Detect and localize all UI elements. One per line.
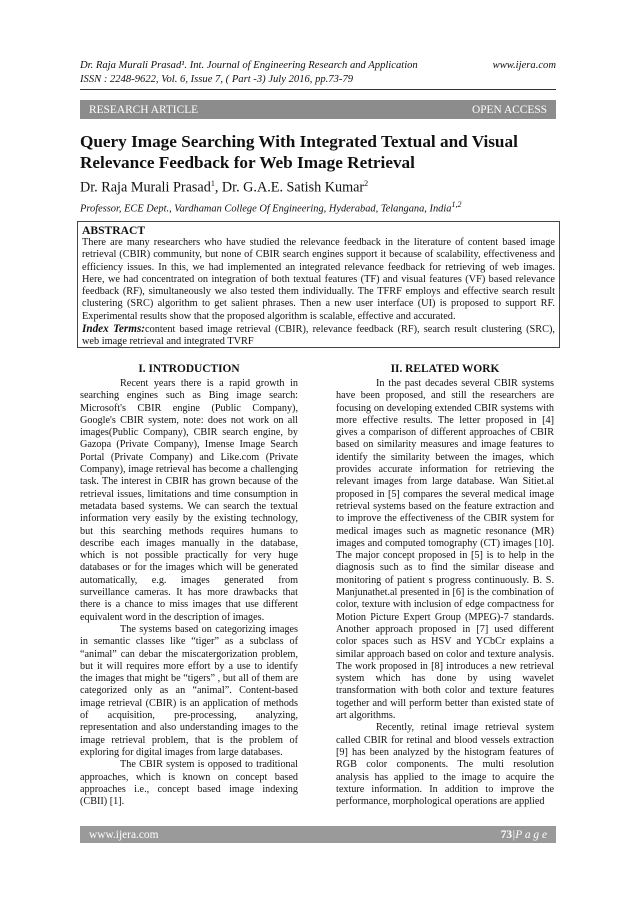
footer-website-link[interactable]: www.ijera.com xyxy=(89,828,159,841)
journal-citation-header xyxy=(80,60,556,71)
abstract-text: There are many researchers who have studied the relevance feedback in the literature of content based image retrieval (CBIR) community, but none of CBIR search engines support it because of scalability, effectiveness and efficiency issues. In this, we had implemented an integrated relevance feedback for retrieving of web images. Here, we had concentrated on integration of both textual features (TF) and visual features (VF) based relevance feedback (RF), simultaneously we also tested them individually. The TFRF employs and effective search result clustering (SRC) algorithm to get salient phrases. Then a new user interface (UI) is proposed to support RF. Experimental results show that the proposed algorithm is scalable, effective and accurated. xyxy=(82,237,555,322)
article-type-banner xyxy=(80,100,556,119)
header-divider xyxy=(80,89,556,90)
related-paragraph-1: In the past decades several CBIR systems have been proposed, and still the researchers are focusing on developing extended CBIR systems with more effective results. The letter proposed in [4] gives a comparison of different approaches of CBIR based on similarity measures and image features to identify the similarity between the images, which provides accurate information for retrieving the relevant images from large database. Wan Sitiet.al proposed in [5] compares the several medical image retrieval systems based on the feature extraction and to improve the effectiveness of the CBIR system for medical images such as magnetic resonance (MR) images and computed tomography (CT) images [10]. The major concept proposed in [5] is to help in the diagnosis such as to find the similar disease and monitoring of patient s progress continuously. B. S. Manjunathet.al presented in [6] is the combination of color, texture with inclusion of edge compactness for Motion Picture Expert Group (MPEG)-7 standards. Another approach proposed in [7] used different color spaces such as HSV and YCbCr explains a similar approach based on color and texture analysis. The work proposed in [8] introduces a new retrieval system which has done by using wavelet transformation with both color and texture features together and will perform better than existed state of art algorithms. xyxy=(336,378,554,722)
author-1-sup: 1 xyxy=(210,179,215,188)
page-number-block xyxy=(501,829,547,841)
affiliation-sup: 1,2 xyxy=(451,200,462,209)
author-2: Dr. G.A.E. Satish Kumar xyxy=(221,179,365,196)
abstract-heading: ABSTRACT xyxy=(82,224,146,237)
index-terms-text: content based image retrieval (CBIR), relevance feedback (RF), search result clustering (SRC), web image retrieval and integrated TVRF xyxy=(82,324,555,348)
research-article-label: RESEARCH ARTICLE xyxy=(89,103,199,116)
page-number: 73 xyxy=(500,828,513,841)
author-affiliation xyxy=(80,200,556,214)
related-work-heading: II. RELATED WORK xyxy=(390,363,500,375)
journal-website-link[interactable]: www.ijera.com xyxy=(492,60,556,71)
introduction-heading: I. INTRODUCTION xyxy=(138,363,240,375)
author-separator: , xyxy=(214,179,222,196)
left-column xyxy=(80,362,298,808)
abstract-box xyxy=(77,221,560,348)
related-paragraph-2: Recently, retinal image retrieval system called CBIR for retinal and blood vessels extraction [9] has been analyzed by the histogram features of RGB color components. The multi resolution analysis has applied to the image to acquire the texture information. In addition to improve the performance, morphological operations are applied xyxy=(336,722,554,808)
intro-paragraph-1: Recent years there is a rapid growth in searching engines such as Bing image search: Microsoft's CBIR engine (Public Company), Google's CBIR system, note: does not work on all images(Public Company), CBIR search engine, by Gazopa (Private Company), Imense Image Search Portal (Private Company) and Like.com (Private Company), image retrieval has become a challenging task. The interest in CBIR has grown because of the retrieval issues, limitations and time consumption in metadata based systems. We can search the textual information very easily by the existing technology, but this searching methods requires humans to describe each images manually in the database, which is not possible practically for very huge databases or for the images which will be generated automatically, e.g. images generated from surveillance cameras. It has more drawbacks that there is a chance to miss images that use different equivalent word in the description of images. xyxy=(80,378,298,623)
page-footer xyxy=(80,826,556,843)
intro-paragraph-2: The systems based on categorizing images in semantic classes like “tiger” as a subclass of “animal” can debar the miscatergorization problem, but it will requires more effort by a use to identify the images that might be “tigers” , but all of them are categorized only as an “animal”. Content-based image retrieval (CBIR) is an application of methods of acquisition, pre-processing, analyzing, representation and also understanding images to the image retrieval problem, that is the problem of exploring for digital images from large databases. xyxy=(80,623,298,758)
affiliation-text: Professor, ECE Dept., Vardhaman College Of Engineering, Hyderabad, Telangana, India xyxy=(80,203,452,215)
paper-title: Query Image Searching With Integrated Textual and Visual Relevance Feedback for Web Image Retrieval xyxy=(80,132,518,172)
citation-line-2: ISSN : 2248-9622, Vol. 6, Issue 7, ( Part -3) July 2016, pp.73-79 xyxy=(80,74,354,85)
author-list xyxy=(80,179,556,197)
author-1: Dr. Raja Murali Prasad xyxy=(80,179,211,196)
intro-paragraph-3: The CBIR system is opposed to traditional approaches, which is known on concept based approaches i.e., concept based image indexing (CBII) [1]. xyxy=(80,759,298,808)
citation-line-1: Dr. Raja Murali Prasad¹. Int. Journal of Engineering Research and Application xyxy=(80,60,418,71)
index-terms-label: Index Terms: xyxy=(82,323,146,336)
index-terms xyxy=(82,323,555,349)
page-label: |P a g e xyxy=(512,828,547,841)
author-2-sup: 2 xyxy=(364,179,369,188)
right-column xyxy=(336,362,554,808)
open-access-label: OPEN ACCESS xyxy=(471,103,547,116)
